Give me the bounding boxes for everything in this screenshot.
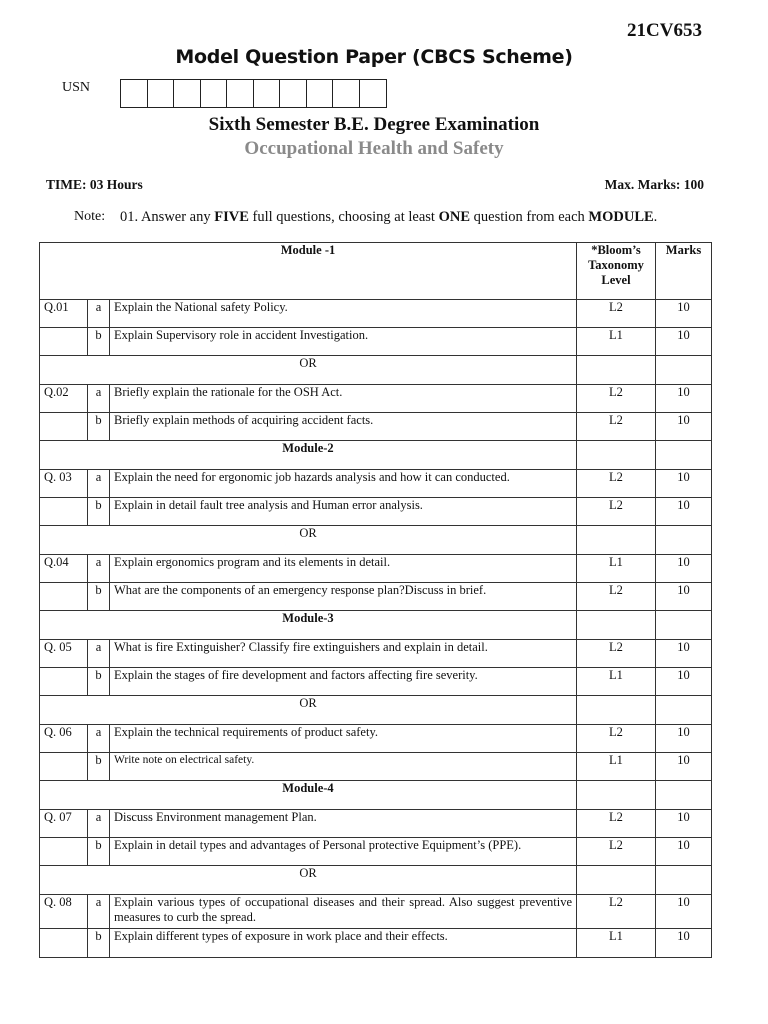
- marks: 10: [656, 555, 712, 583]
- table-row: [40, 725, 712, 753]
- question-text: What are the components of an emergency response plan?Discuss in brief.: [110, 583, 577, 611]
- question-text: Explain the National safety Policy.: [110, 300, 577, 328]
- marks: 10: [656, 498, 712, 526]
- usn-label: USN: [62, 80, 91, 95]
- usn-box[interactable]: [307, 80, 334, 107]
- bloom-level: L2: [577, 640, 656, 668]
- exam-title: Sixth Semester B.E. Degree Examination: [208, 114, 540, 135]
- marks: 10: [656, 300, 712, 328]
- bloom-level: L1: [577, 555, 656, 583]
- question-text: Explain in detail types and advantages of Personal protective Equipment’s (PPE).: [110, 838, 577, 866]
- bloom-header-line3: Level: [601, 273, 631, 287]
- bloom-level: L1: [577, 929, 656, 958]
- marks: 10: [656, 385, 712, 413]
- bloom-level: L2: [577, 385, 656, 413]
- note-mid: full questions, choosing at least: [248, 209, 439, 225]
- empty-cell: [577, 866, 656, 895]
- module-4-heading: Module-4: [40, 781, 577, 810]
- note-prefix: 01. Answer any: [120, 209, 215, 225]
- sub-question: b: [88, 838, 110, 866]
- usn-box[interactable]: [121, 80, 148, 107]
- bloom-level: L2: [577, 470, 656, 498]
- empty-cell: [656, 696, 712, 725]
- bloom-level: L2: [577, 838, 656, 866]
- empty-cell: [577, 441, 656, 470]
- sub-question: b: [88, 413, 110, 441]
- course-code: 21CV653: [627, 20, 702, 41]
- bloom-level: L2: [577, 895, 656, 929]
- sub-question: a: [88, 555, 110, 583]
- usn-box[interactable]: [280, 80, 307, 107]
- max-marks: Max. Marks: 100: [604, 177, 704, 192]
- table-row: [40, 328, 712, 356]
- note-mid2: question from each: [470, 209, 589, 225]
- bloom-header-line2: Taxonomy: [588, 258, 644, 272]
- bloom-header: [577, 243, 656, 300]
- question-text: Explain in detail fault tree analysis and Human error analysis.: [110, 498, 577, 526]
- marks: 10: [656, 668, 712, 696]
- table-row: [40, 385, 712, 413]
- bloom-level: L1: [577, 328, 656, 356]
- question-text: Discuss Environment management Plan.: [110, 810, 577, 838]
- table-row: [40, 470, 712, 498]
- bloom-level: L1: [577, 753, 656, 781]
- question-text: Explain the need for ergonomic job hazards analysis and how it can conducted.: [110, 470, 577, 498]
- note-text: [120, 209, 657, 226]
- marks: 10: [656, 725, 712, 753]
- usn-box[interactable]: [148, 80, 175, 107]
- empty-cell: [577, 781, 656, 810]
- module-row: [40, 781, 712, 810]
- question-text: Explain the stages of fire development and factors affecting fire severity.: [110, 668, 577, 696]
- sub-question: a: [88, 725, 110, 753]
- or-label: OR: [40, 356, 577, 385]
- empty-cell: [656, 781, 712, 810]
- module-row: [40, 441, 712, 470]
- question-number: Q. 03: [40, 470, 88, 498]
- usn-box[interactable]: [174, 80, 201, 107]
- table-row: [40, 895, 712, 929]
- usn-box[interactable]: [227, 80, 254, 107]
- usn-boxes[interactable]: [120, 79, 387, 108]
- usn-box[interactable]: [201, 80, 228, 107]
- marks: 10: [656, 583, 712, 611]
- bloom-level: L2: [577, 810, 656, 838]
- question-number: Q. 06: [40, 725, 88, 753]
- question-text: Explain various types of occupational diseases and their spread. Also suggest preventive measures to curb the spread.: [110, 895, 577, 929]
- marks: 10: [656, 838, 712, 866]
- bloom-level: L2: [577, 725, 656, 753]
- note-end: .: [653, 209, 658, 225]
- question-number: [40, 328, 88, 356]
- table-row: [40, 640, 712, 668]
- sub-question: b: [88, 753, 110, 781]
- table-row: [40, 583, 712, 611]
- subject-title: Occupational Health and Safety: [244, 138, 504, 159]
- empty-cell: [656, 356, 712, 385]
- bloom-level: L1: [577, 668, 656, 696]
- marks: 10: [656, 895, 712, 929]
- note-five: FIVE: [214, 209, 249, 225]
- sub-question: a: [88, 810, 110, 838]
- sub-question: a: [88, 300, 110, 328]
- marks: 10: [656, 470, 712, 498]
- marks-header: Marks: [656, 243, 712, 300]
- question-number: Q.04: [40, 555, 88, 583]
- note-label: Note:: [74, 209, 106, 224]
- table-row: [40, 753, 712, 781]
- question-text: Explain ergonomics program and its elements in detail.: [110, 555, 577, 583]
- sub-question: b: [88, 668, 110, 696]
- module-row: [40, 611, 712, 640]
- table-row: [40, 838, 712, 866]
- question-number: [40, 838, 88, 866]
- usn-box[interactable]: [360, 80, 387, 107]
- marks: 10: [656, 413, 712, 441]
- question-number: Q. 05: [40, 640, 88, 668]
- sub-question: b: [88, 583, 110, 611]
- bloom-level: L2: [577, 583, 656, 611]
- question-number: [40, 753, 88, 781]
- question-text: Briefly explain the rationale for the OSH Act.: [110, 385, 577, 413]
- question-text: Briefly explain methods of acquiring accident facts.: [110, 413, 577, 441]
- table-row: [40, 810, 712, 838]
- note-module: MODULE: [588, 209, 654, 225]
- question-number: Q.01: [40, 300, 88, 328]
- empty-cell: [577, 526, 656, 555]
- empty-cell: [577, 356, 656, 385]
- empty-cell: [656, 611, 712, 640]
- marks: 10: [656, 328, 712, 356]
- usn-box[interactable]: [254, 80, 281, 107]
- module-2-heading: Module-2: [40, 441, 577, 470]
- empty-cell: [577, 611, 656, 640]
- question-number: [40, 498, 88, 526]
- empty-cell: [577, 696, 656, 725]
- question-number: [40, 413, 88, 441]
- paper-title: Model Question Paper (CBCS Scheme): [175, 46, 573, 68]
- or-row: [40, 526, 712, 555]
- question-text: What is fire Extinguisher? Classify fire extinguishers and explain in detail.: [110, 640, 577, 668]
- table-row: [40, 498, 712, 526]
- or-row: [40, 696, 712, 725]
- empty-cell: [656, 526, 712, 555]
- or-row: [40, 866, 712, 895]
- or-row: [40, 356, 712, 385]
- question-text: Write note on electrical safety.: [110, 753, 577, 781]
- question-text: Explain the technical requirements of product safety.: [110, 725, 577, 753]
- note-one: ONE: [438, 209, 471, 225]
- marks: 10: [656, 810, 712, 838]
- question-text: Explain Supervisory role in accident Investigation.: [110, 328, 577, 356]
- module-3-heading: Module-3: [40, 611, 577, 640]
- sub-question: a: [88, 640, 110, 668]
- question-number: Q. 08: [40, 895, 88, 929]
- sub-question: a: [88, 895, 110, 929]
- question-text: Explain different types of exposure in work place and their effects.: [110, 929, 577, 958]
- question-number: Q. 07: [40, 810, 88, 838]
- question-number: Q.02: [40, 385, 88, 413]
- empty-cell: [656, 866, 712, 895]
- bloom-level: L2: [577, 300, 656, 328]
- sub-question: a: [88, 470, 110, 498]
- table-header-row: [40, 243, 712, 300]
- module-1-heading: Module -1: [40, 243, 577, 300]
- question-number: [40, 929, 88, 958]
- marks: 10: [656, 753, 712, 781]
- table-row: [40, 413, 712, 441]
- sub-question: b: [88, 328, 110, 356]
- sub-question: a: [88, 385, 110, 413]
- table-row: [40, 929, 712, 958]
- sub-question: b: [88, 929, 110, 958]
- question-number: [40, 668, 88, 696]
- or-label: OR: [40, 866, 577, 895]
- question-table: [39, 242, 712, 958]
- usn-box[interactable]: [333, 80, 360, 107]
- or-label: OR: [40, 526, 577, 555]
- marks: 10: [656, 929, 712, 958]
- bloom-level: L2: [577, 413, 656, 441]
- table-row: [40, 555, 712, 583]
- bloom-header-line1: *Bloom’s: [591, 243, 641, 257]
- table-row: [40, 300, 712, 328]
- sub-question: b: [88, 498, 110, 526]
- table-row: [40, 668, 712, 696]
- marks: 10: [656, 640, 712, 668]
- bloom-level: L2: [577, 498, 656, 526]
- or-label: OR: [40, 696, 577, 725]
- question-number: [40, 583, 88, 611]
- empty-cell: [656, 441, 712, 470]
- time-allowed: TIME: 03 Hours: [46, 177, 143, 192]
